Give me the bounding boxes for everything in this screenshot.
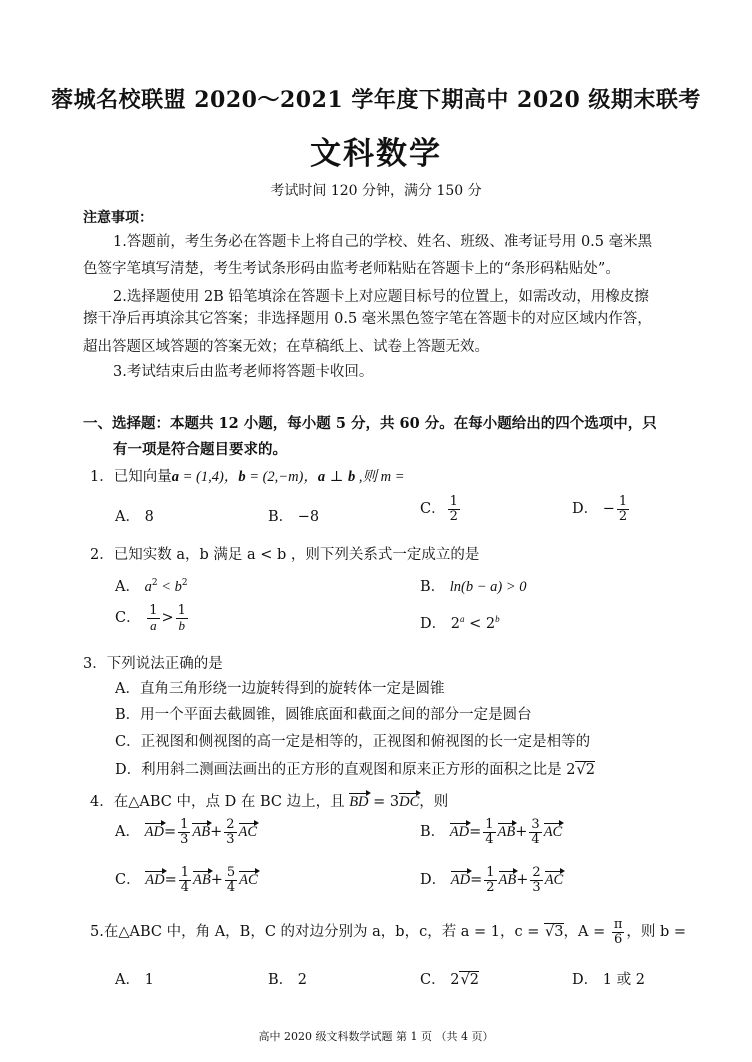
notice-item-2-line-1: 2.选择题使用 2B 铅笔填涂在答题卡上对应题目标号的位置上，如需改动，用橡皮擦 bbox=[113, 289, 649, 305]
exam-title: 蓉城名校联盟 2020～2021 学年度下期高中 2020 级期末联考 bbox=[51, 87, 701, 113]
question-1-number: 1． bbox=[90, 469, 114, 485]
question-5-option-c: C． 2√2 bbox=[420, 972, 479, 988]
notice-item-2-line-2: 擦干净后再填涂其它答案；非选择题用 0.5 毫米黑色签字笔在答题卡的对应区域内作答， bbox=[83, 311, 652, 327]
question-5-option-a: A． 1 bbox=[115, 972, 154, 988]
question-4-option-b: B． AD= $\frac{1}{4}$ AB+ $\frac{3}{4}$ AC bbox=[420, 817, 563, 847]
question-1-stem: 1．已知向量a = (1,4)，b = (2,−m)，a ⊥ b ,则 m = bbox=[90, 469, 405, 485]
question-1-option-a: A． 8 bbox=[115, 509, 154, 525]
question-2-option-c: C． $\frac{1}{a}$ > $\frac{1}{b}$ bbox=[115, 603, 186, 633]
question-2-option-b: B． ln(b − a) > 0 bbox=[420, 579, 527, 595]
question-2-stem: 2．已知实数 a，b 满足 a < b ，则下列关系式一定成立的是 bbox=[90, 547, 480, 563]
question-3-option-b: B．用一个平面去截圆锥，圆锥底面和截面之间的部分一定是圆台 bbox=[115, 707, 532, 723]
page-footer: 高中 2020 级文科数学试题 第 1 页 （共 4 页） bbox=[258, 1030, 494, 1043]
question-3-stem: 3．下列说法正确的是 bbox=[83, 656, 223, 672]
question-5-stem: 5.在△ABC 中，角 A，B，C 的对边分别为 a，b，c，若 a = 1，c = √3，A = $\frac{\pi}{6}$ ，则 b = bbox=[90, 917, 687, 947]
exam-time-info: 考试时间 120 分钟，满分 150 分 bbox=[270, 183, 482, 199]
question-2-option-a: A． $a^2 < b^2$ bbox=[115, 578, 188, 595]
question-5-option-b: B． 2 bbox=[268, 972, 307, 988]
section-1-heading-line-1: 一、选择题：本题共 12 小题，每小题 5 分，共 60 分。在每小题给出的四个选项中，只 bbox=[83, 415, 657, 432]
notice-heading: 注意事项： bbox=[83, 210, 153, 226]
question-2-option-d: D． $2^a < 2^b$ bbox=[420, 614, 500, 632]
notice-item-3: 3.考试结束后由监考老师将答题卡收回。 bbox=[113, 364, 374, 380]
question-4-option-a: A． AD= $\frac{1}{3}$ AB+ $\frac{2}{3}$ AC bbox=[115, 817, 258, 847]
subject-title: 文科数学 bbox=[310, 136, 442, 172]
question-1-option-d: D． − $\frac{1}{2}$ bbox=[572, 494, 628, 524]
notice-item-1-line-2: 色签字笔填写清楚，考生考试条形码由监考老师粘贴在答题卡上的“条形码粘贴处”。 bbox=[83, 261, 620, 277]
question-3-option-c: C．正视图和侧视图的高一定是相等的，正视图和俯视图的长一定是相等的 bbox=[115, 734, 591, 750]
question-5-option-d: D． 1 或 2 bbox=[572, 972, 645, 988]
notice-item-1-line-1: 1.答题前，考生务必在答题卡上将自己的学校、姓名、班级、准考证号用 0.5 毫米黑 bbox=[113, 234, 653, 250]
notice-item-2-line-3: 超出答题区域答题的答案无效；在草稿纸上、试卷上答题无效。 bbox=[83, 339, 489, 355]
question-3-option-d: D．利用斜二测画法画出的正方形的直观图和原来正方形的面积之比是 2√2 bbox=[115, 762, 595, 778]
question-4-option-c: C． AD= $\frac{1}{4}$ AB+ $\frac{5}{4}$ AC bbox=[115, 865, 258, 895]
question-4-stem: 4．在△ABC 中，点 D 在 BC 边上，且 BD = 3DC，则 bbox=[90, 794, 449, 810]
question-1-option-c: C． $\frac{1}{2}$ bbox=[420, 494, 458, 524]
question-3-option-a: A．直角三角形绕一边旋转得到的旋转体一定是圆锥 bbox=[115, 681, 445, 697]
question-4-option-d: D． AD= $\frac{1}{2}$ AB+ $\frac{2}{3}$ AC bbox=[420, 865, 564, 895]
section-1-heading-line-2: 有一项是符合题目要求的。 bbox=[113, 441, 287, 458]
question-1-option-b: B． −8 bbox=[268, 509, 320, 525]
